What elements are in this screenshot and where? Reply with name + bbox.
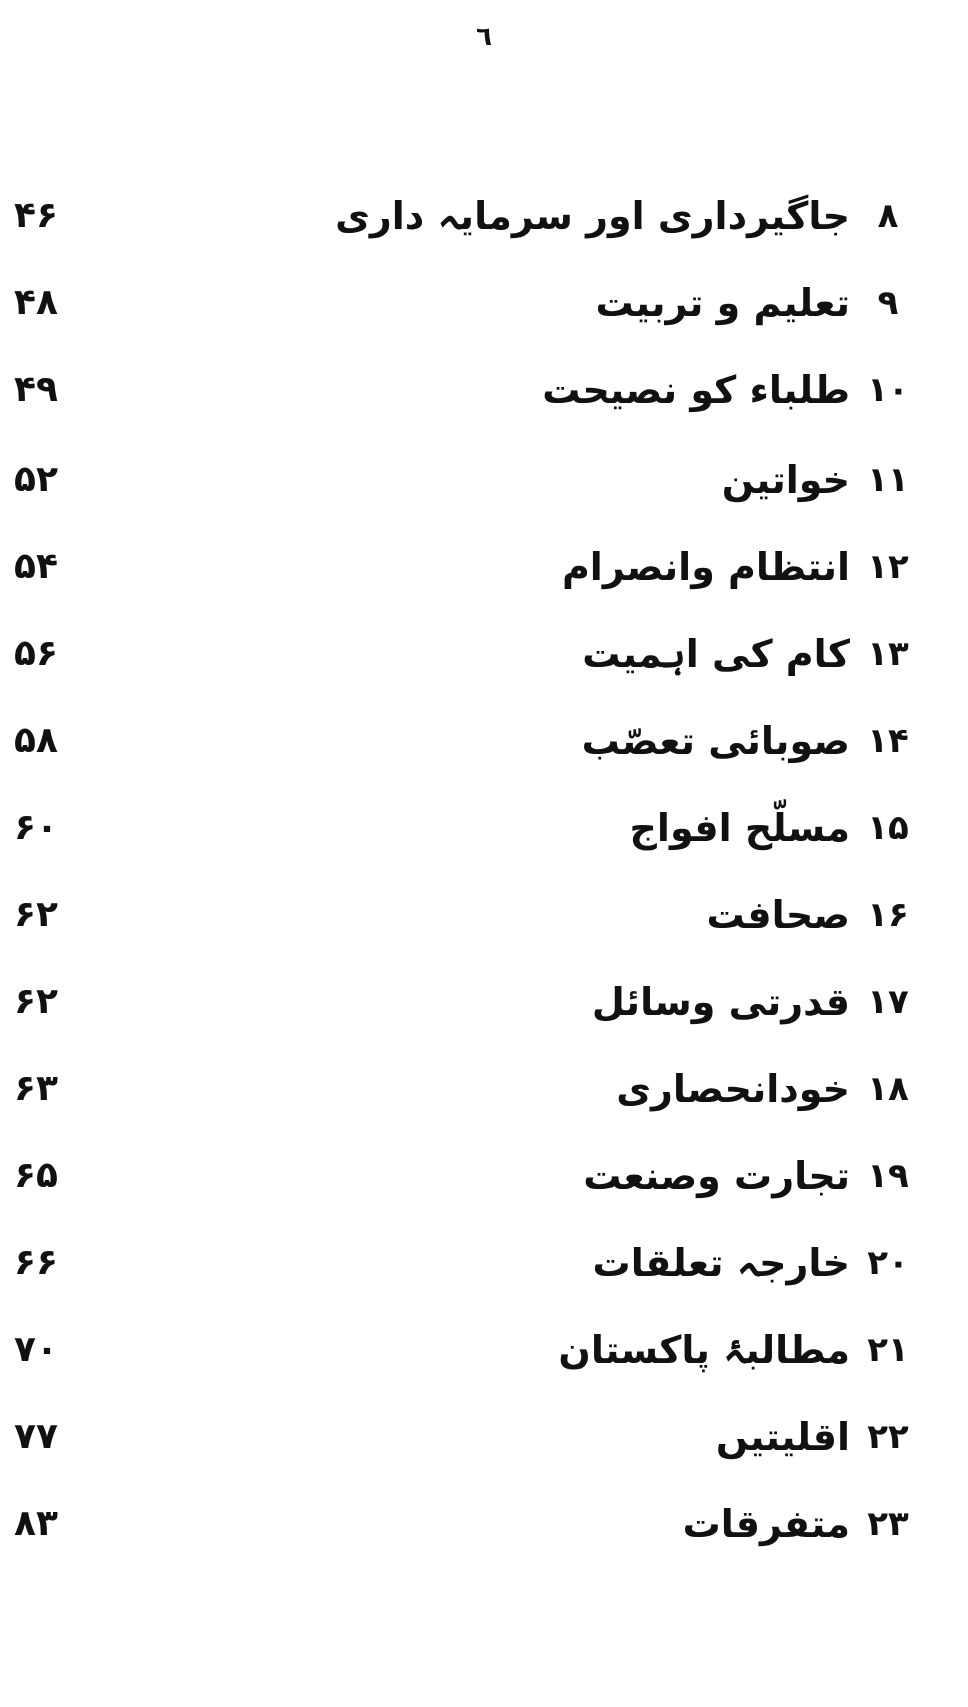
entry-title: انتظام وانصرام	[561, 545, 850, 589]
toc-entry	[0, 1402, 968, 1472]
entry-page-number: ۸۳	[14, 1503, 58, 1544]
toc-entry	[0, 967, 968, 1037]
toc-entry	[0, 445, 968, 515]
entry-title: خواتین	[721, 458, 850, 502]
toc-entry	[0, 1141, 968, 1211]
toc-entry	[0, 1489, 968, 1559]
entry-number: ۱۲	[867, 547, 909, 587]
entry-number: ۱۹	[867, 1156, 909, 1196]
entry-title: مسلّح افواج	[629, 806, 850, 850]
toc-entry	[0, 355, 968, 425]
entry-page-number: ۵۶	[14, 633, 58, 674]
toc-entry	[0, 880, 968, 950]
toc-entry	[0, 532, 968, 602]
entry-page-number: ۶۲	[14, 981, 58, 1022]
entry-title: اقلیتیں	[715, 1415, 850, 1459]
entry-number: ۱۰	[867, 370, 909, 410]
entry-page-number: ۶۳	[14, 1068, 58, 1109]
entry-page-number: ۶۰	[14, 807, 58, 848]
entry-number: ۸	[877, 196, 899, 236]
entry-page-number: ۶۶	[14, 1242, 58, 1283]
toc-entry	[0, 1054, 968, 1124]
entry-title: کام کی اہمیت	[582, 632, 850, 676]
entry-page-number: ۵۲	[14, 459, 58, 500]
entry-page-number: ۵۸	[14, 720, 58, 761]
entry-number: ۹	[877, 283, 899, 323]
entry-number: ۱۳	[867, 634, 909, 674]
entry-number: ۲۲	[867, 1417, 909, 1457]
entry-number: ۱۷	[867, 982, 909, 1022]
entry-page-number: ۴۸	[14, 282, 58, 323]
entry-title: قدرتی وسائل	[591, 980, 850, 1024]
toc-entry	[0, 1228, 968, 1298]
entry-page-number: ۴۹	[14, 369, 58, 410]
entry-number: ۱۱	[867, 460, 909, 500]
entry-title: خارجہ تعلقات	[592, 1241, 850, 1285]
entry-title: متفرقات	[682, 1502, 850, 1546]
entry-page-number: ۴۶	[14, 195, 58, 236]
entry-title: جاگیرداری اور سرمایہ داری	[335, 194, 850, 238]
entry-title: طلباء کو نصیحت	[542, 368, 850, 412]
entry-page-number: ۷۰	[14, 1329, 58, 1370]
toc-entry	[0, 181, 968, 251]
entry-title: خودانحصاری	[616, 1067, 850, 1111]
entry-page-number: ۶۲	[14, 894, 58, 935]
entry-number: ۲۳	[867, 1504, 909, 1544]
page-number: ٦	[476, 22, 492, 52]
entry-title: صحافت	[706, 893, 850, 937]
entry-page-number: ۶۵	[14, 1155, 58, 1196]
toc-entry	[0, 268, 968, 338]
entry-number: ۱۸	[867, 1069, 909, 1109]
entry-title: صوبائی تعصّب	[581, 719, 850, 763]
entry-title: تعلیم و تربیت	[595, 281, 850, 325]
toc-entry	[0, 1315, 968, 1385]
entry-number: ۲۰	[867, 1243, 909, 1283]
entry-page-number: ۵۴	[14, 546, 58, 587]
entry-number: ۱۶	[867, 895, 909, 935]
entry-number: ۱۵	[867, 808, 909, 848]
entry-title: مطالبۂ پاکستان	[558, 1328, 850, 1372]
entry-number: ۱۴	[867, 721, 909, 761]
toc-entry	[0, 793, 968, 863]
toc-entry	[0, 706, 968, 776]
entry-title: تجارت وصنعت	[583, 1154, 850, 1198]
toc-entry	[0, 619, 968, 689]
entry-page-number: ۷۷	[14, 1416, 58, 1457]
entry-number: ۲۱	[867, 1330, 909, 1370]
